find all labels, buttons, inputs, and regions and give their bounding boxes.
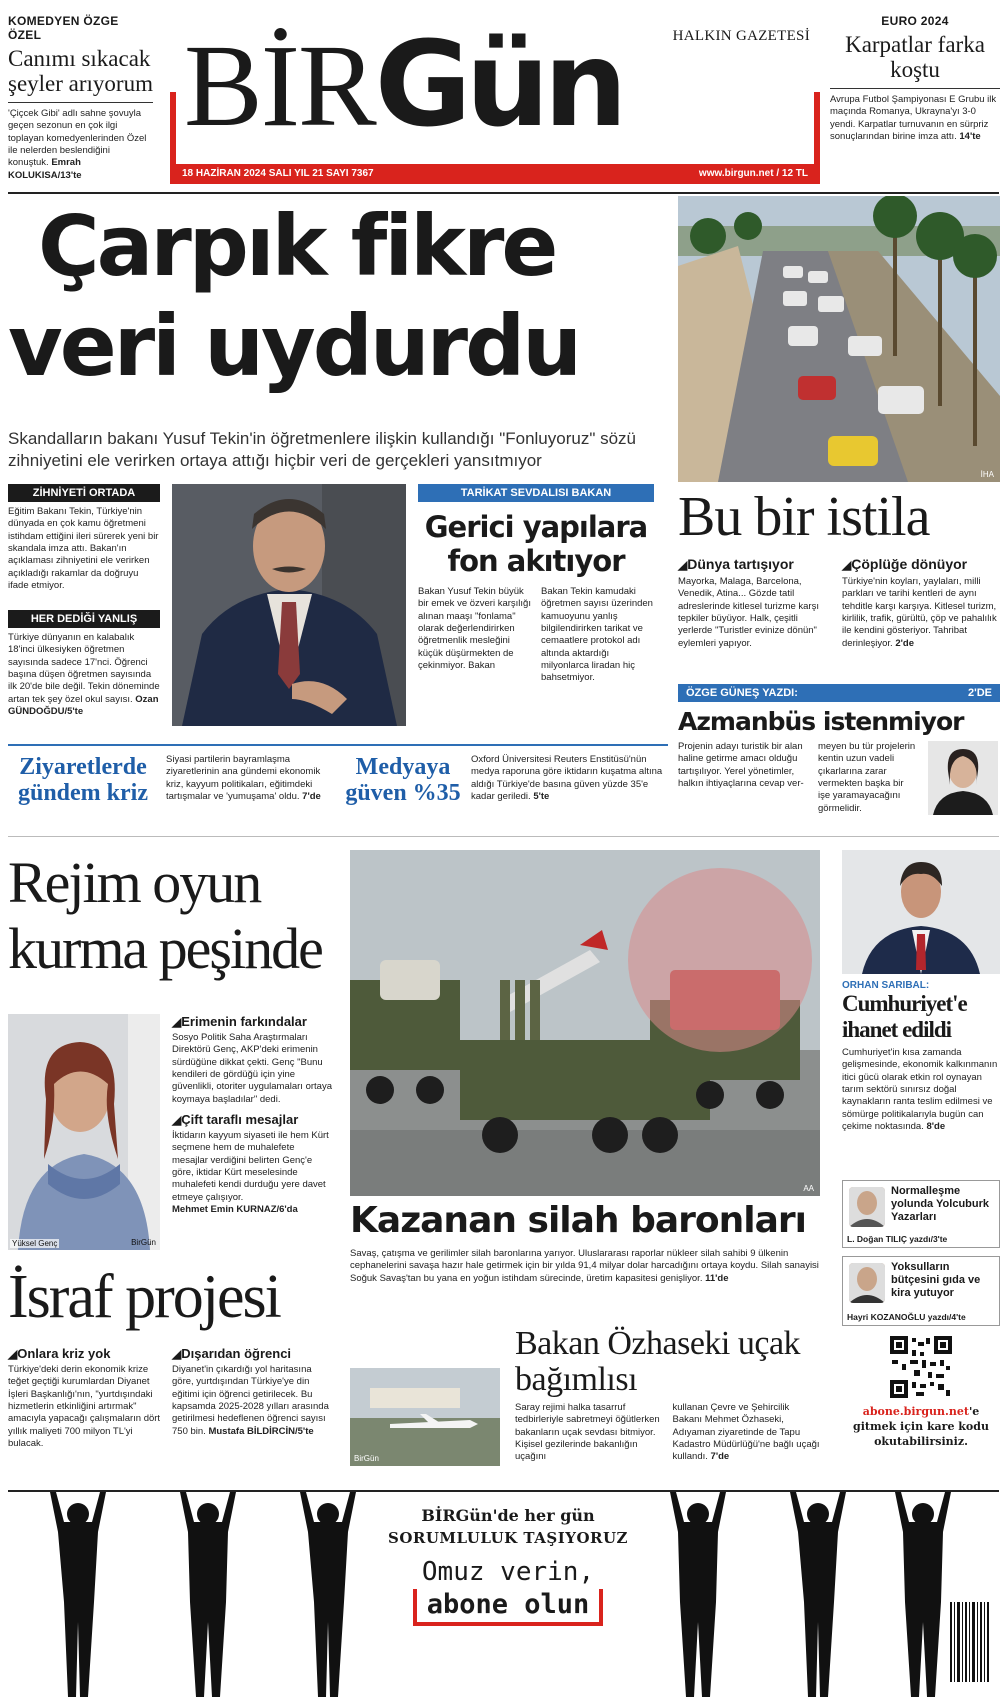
minister-photo [172,484,406,726]
teaser-kicker: KOMEDYEN ÖZGE ÖZEL [8,14,119,42]
person-illustration [172,484,406,726]
photo-caption: Yüksel Genç [12,1239,58,1248]
date-line: 18 HAZİRAN 2024 SALI YIL 21 SAYI 7367 [182,168,374,179]
photo-credit: BirGün [131,1238,156,1247]
silah-text: Savaş, çatışma ve gerilimler silah baronlarına yarıyor. Uluslararası raporlar nükleer silah sahibi 9 ülkenin cephanelerini savaşa hazır hale getirmek için bir yılda 91,4 milyar dolar harcadığını ortaya koydu. Silah sanayisi Soğuk Savaş'tan bu yana en yoğun istihdam sürecinde, üretim kapasitesi genişliyor. 11'de [350,1248,819,1284]
triangle-icon: ◢ [172,1015,182,1029]
top-left-teaser[interactable] [8,14,153,182]
israf-sub1: ◢Onlara kriz yok [8,1346,111,1361]
silah-photo [350,850,820,1196]
qr-block[interactable] [842,1336,1000,1449]
box-title: ZİHNİYETİ ORTADA [8,484,160,502]
brief-ziyaret[interactable] [8,754,333,806]
teaser-headline: Karpatlar farka koştu [845,32,985,82]
airport-illustration [350,1368,500,1466]
brief-title: Medyaya güven %35 [345,754,461,806]
columnist-author: L. Doğan TILIÇ yazdı/3'te [847,1234,948,1244]
columnist-avatar [849,1263,885,1303]
istila-sub2: ◢Çöplüğe dönüyor [842,556,968,572]
side-col1: Bakan Yusuf Tekin büyük bir emek ve özveri karşılığı alınan maaşı "fonlama" olarak değerlendirirken öğretmenlik mesleğini küçük düşürmekten de çekinmiyor. Bakan [418,586,531,672]
israf-headline[interactable]: İsraf projesi [8,1263,280,1331]
teaser-body: Avrupa Futbol Şampiyonası E Grubu ilk maçında Romanya, Ukrayna'yı 3-0 yendi. Karpatlar turnuvanın en sürpriz sonuçlarından birine imza attı. 14'te [830,94,997,143]
triangle-icon: ◢ [842,558,852,572]
ad-line3: Omuz verin, [421,1557,595,1587]
azman-ref: 2'DE [967,687,992,699]
azman-story[interactable] [678,684,1000,815]
barcode-icon [950,1602,989,1682]
azman-headline: Azmanbüs istenmiyor [678,707,964,736]
istila-col1 [678,556,828,650]
ad-text [348,1506,668,1626]
istila-text1: Mayorka, Malaga, Barcelona, Venedik, Atina... Gözde tatil adreslerinde kitlesel turizme karşı tepkiler büyüyor. Halk, çeşitli yerlerde "Turistler evinize dönün" eylemleri yapıyor. [678,576,819,649]
box-zihniyet [8,484,160,592]
author-photo [928,741,998,815]
main-headline-line2: veri uydurdu [8,297,580,395]
rejim-sub2: ◢Çift taraflı mesajlar [172,1112,299,1128]
israf-col1 [8,1346,163,1450]
qr-code-icon [890,1336,952,1398]
rejim-sub1: ◢Erimenin farkındalar [172,1014,307,1029]
side-story[interactable] [418,484,654,685]
man-illustration [842,850,1000,974]
triangle-icon: ◢ [678,558,688,572]
columnist-avatar [849,1187,885,1227]
istila-col2 [842,556,1000,650]
box-text: Türkiye dünyanın en kalabalık 18'inci ülkesiyken öğretmen sayısında sadece 17'nci. Öğrenci başına düşen öğretmen sayısında ilk 20'de bile değil. Tekin döneminde artan tek şey özel okul sayısı. Ozan GÜNDOĞDU/5'te [8,632,160,718]
israf-col2 [172,1346,332,1438]
box-title: HER DEDİĞİ YANLIŞ [8,610,160,628]
istila-photo [678,196,1000,482]
masthead [170,14,820,189]
rejim-text1: Sosyo Politik Saha Araştırmaları Direktörü Genç, AKP'deki erimenin sürdüğüne dikkat çekti. Genç "Bunu kendileri de gördüğü için yine güvenlikli, otoriter uygulamaları ortaya koymaya başladılar" dedi. [172,1032,332,1105]
cumhuriyet-kicker: ORHAN SARIBAL: [842,980,930,991]
israf-sub2: ◢Dışarıdan öğrenci [172,1346,292,1361]
ozhaseki-photo [350,1368,500,1466]
photo-credit: BirGün [354,1454,379,1463]
logo[interactable] [184,14,622,154]
cumhuriyet-text: Cumhuriyet'in kısa zamanda gelişmesinde, ekonomik kalkınmanın itici gücü olarak etkin rol oynayan tarım sektörü sınırsız doğal kaynakların ranta teslim edilmesi ve sömürge politikalarıyla bugün can çekime noktasında. 8'de [842,1047,998,1133]
triangle-icon: ◢ [172,1347,182,1361]
side-col2: Bakan Tekin kamudaki öğretmen sayısı üzerinden kamuoyunu yanlış bilgilendirirken tarikat ve cemaatlere protokol adı altında aktardığı milyonlarca liradan hiç bahsetmiyor. [541,586,653,684]
istila-headline[interactable]: Bu bir istila [678,486,930,548]
side-kicker: TARİKAT SEVDALISI BAKAN [418,484,654,502]
israf-text2: Diyanet'in çıkardığı yol haritasına göre, yurtdışından Türkiye'ye din eğitimi için öğrenci getirilecek. Bu kapsamda 2025-2028 yılları arasında getirilmesi hedeflenen öğrenci sayısı 750 bin. Mustafa BİLDİRCİN/5'te [172,1364,329,1437]
rejim-headline[interactable]: Rejim oyun kurma peşinde [8,850,322,981]
date-bar [170,164,820,184]
columnist-illustration [849,1263,885,1303]
ad-line4: abone olun [413,1589,604,1626]
brief-text: Oxford Üniversitesi Reuters Enstitüsü'nün medya raporuna göre iktidarın kuşatma altına aldığı Türkiye'de basına güven yüzde 35'e kadar geriledi. 5'te [471,754,663,803]
columnist-title: Yoksulların bütçesini gıda ve kira yutuyor [891,1261,981,1299]
teaser-kicker: EURO 2024 [881,14,949,28]
ozhaseki-col2: kullanan Çevre ve Şehircilik Bakanı Mehmet Özhaseki, Adıyaman ziyaretinde de Tapu Kadastro Müdürlüğü'ne bağlı uçağı kullandı. 7'de [672,1402,820,1463]
silah-headline[interactable]: Kazanan silah baronları [350,1200,806,1241]
triangle-icon: ◢ [8,1347,18,1361]
rejim-text2: İktidarın kayyum siyaseti ile hem Kürt seçmene hem de muhalefete mesajlar verdiğini belirten Genç'e göre, iktidar Kürt meselesinde muhalefeti kendi durduğu yere davet etmeye çalışıyor. [172,1130,329,1203]
traffic-road-illustration [678,196,1000,482]
slogan: HALKIN GAZETESİ [672,28,810,44]
columnist-author: Hayri KOZANOĞLU yazdı/4'te [847,1312,966,1322]
rejim-byline: Mehmet Emin KURNAZ/6'da [172,1204,298,1216]
columnist-title: Normalleşme yolunda Yolcuburk Yazarları [891,1185,989,1223]
triangle-icon: ◢ [172,1113,182,1128]
columnist-box-2[interactable] [842,1256,1000,1326]
brief-medya[interactable] [343,754,668,806]
side-headline: Gerici yapılara fon akıtıyor [424,510,648,578]
briefs-row [8,744,668,820]
azman-col1: Projenin adayı turistik bir alan haline getirme amacı olduğu tartışılıyor. Yerel yönetimler, halkın ihtiyaçlarına cevap ver- [678,741,804,790]
logo-bir: BİR [184,20,375,151]
qr-text: abone.birgun.net'e gitmek için kare kodu okutabilirsiniz. [853,1405,989,1448]
istila-sub1: ◢Dünya tartışıyor [678,556,794,572]
logo-gun: Gün [374,15,622,153]
box-text: Eğitim Bakanı Tekin, Türkiye'nin dünyada en çok kamu öğretmeni istihdam ettiğini ileri sürerek yeni bir skandala imza attı. Bakan'ın açıklaması zihniyetini ele verirken açıkladığı rakamlar da doğruyu ifade etmiyor. [8,506,159,592]
cumhuriyet-headline: Cumhuriyet'e ihanet edildi [842,991,967,1042]
cumhuriyet-story[interactable] [842,980,1000,1133]
masthead-right-bracket [814,92,820,164]
columnist-box-1[interactable] [842,1180,1000,1248]
azman-kicker: ÖZGE GÜNEŞ YAZDI: [686,687,798,699]
azman-col2: meyen bu tür projelerin kentin uzun vadeli çıkarlarına zarar vermekten başka bir işe yaramayacağını görmelidir. [818,741,916,814]
brief-title: Ziyaretlerde gündem kriz [17,754,148,806]
brief-text: Siyasi partilerin bayramlaşma ziyaretlerinin ana gündemi ekonomik kriz, kayyum politikaları, eğitimdeki tartışmalar ve 'yumuşama' oldu. 7'de [166,754,321,803]
web-price[interactable]: www.birgun.net / 12 TL [698,168,808,179]
ozhaseki-headline[interactable]: Bakan Özhaseki uçak bağımlısı [515,1325,801,1398]
ad-line1: BİRGün'de her gün [421,1506,595,1525]
section-divider [8,836,999,837]
ozhaseki-col1: Saray rejimi halka tasarruf tedbirleriyle sabretmeyi öğütlerken bakanların uçak sevdası bitmiyor. Kişisel gezilerinde bakanlığın uçağını [515,1402,660,1463]
columnist-illustration [849,1187,885,1227]
author-illustration [928,741,998,815]
rejim-text [172,1014,332,1216]
top-right-teaser[interactable] [830,14,1000,143]
saribal-photo [842,850,1000,974]
main-deck: Skandalların bakanı Yusuf Tekin'in öğretmenlere ilişkin kullandığı "Fonluyoruz" sözü zihniyetini ele verirken ortaya attığı hiçbir veri de gerçekleri yansıtmıyor [8,429,636,470]
woman-illustration [8,1014,160,1250]
israf-text1: Türkiye'deki derin ekonomik krize teğet geçtiği kurumlardan Diyanet İşleri Başkanlığı'nın, "yurtdışındaki hizmetlerin etkinliğini artırmak" amacıyla yapacağı çalışmaların dört yıllık maliyeti 700 milyon TL'yi bulacak. [8,1364,161,1450]
masthead-left-bracket [170,92,176,164]
main-headline[interactable] [8,196,668,396]
masthead-divider [8,192,999,194]
teaser-headline: Canımı sıkacak şeyler arıyorum [8,46,153,96]
bottom-ad[interactable] [8,1490,999,1696]
rejim-photo [8,1014,160,1250]
teaser-body: 'Çiçcek Gibi' adlı sahne şovuyla geçen sezonun en çok ilgi toplayan komedyenlerinden Özel ile nelerden beslendiğini konuştuk. Emrah KOLUKISA/13'te [8,108,147,181]
photo-credit: İHA [980,470,994,479]
box-her-dedigi [8,610,160,718]
qr-link[interactable]: abone.birgun.net [862,1405,969,1418]
ad-line2: SORUMLULUK TAŞIYORUZ [387,1529,629,1547]
photo-credit: AA [803,1184,814,1193]
military-parade-illustration [350,850,820,1196]
main-headline-line1: Çarpık fikre [38,197,556,295]
istila-text2: Türkiye'nin koyları, yaylaları, milli parkları ve tarihi kentleri de aynı tehditle karşı karşıya. Kitlesel turizm, kirlilik, trafik, gürültü, çöp ve pahalılık ile kendini gösteriyor. Tahribat derinleşiyor. 2'de [842,576,997,649]
